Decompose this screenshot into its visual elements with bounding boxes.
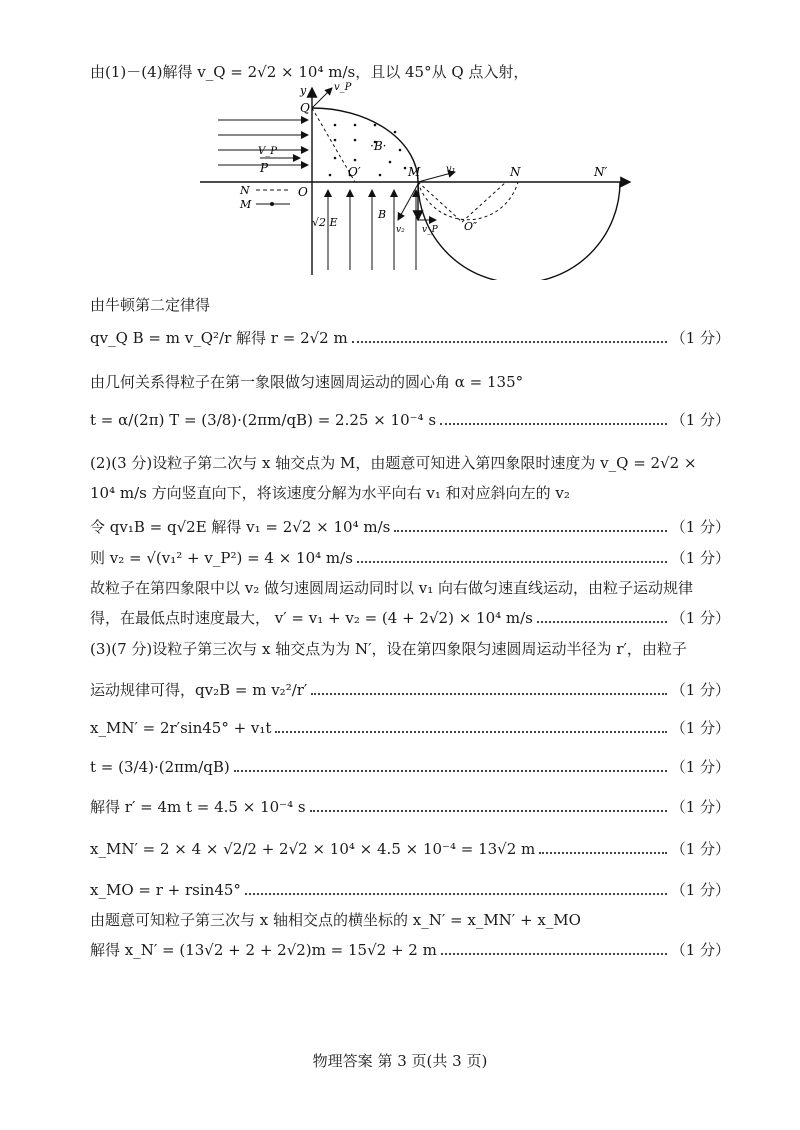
leader-dots (537, 620, 667, 623)
label-v2: v₂ (396, 225, 405, 235)
line-text: x_MN′ = 2r′sin45° + v₁t (90, 719, 272, 737)
line-4 (90, 453, 730, 473)
line-text: 解得 x_N′ = (13√2 + 2 + 2√2)m = 15√2 + 2 m (90, 941, 437, 959)
line-2 (90, 372, 730, 392)
line-text: 由几何关系得粒子在第一象限做匀速圆周运动的圆心角 α = 135° (90, 373, 524, 391)
label-vp-top: v_P (334, 82, 352, 93)
label-o-dprime: O″ (464, 220, 478, 233)
line-text: 令 qv₁B = q√2E 解得 v₁ = 2√2 × 10⁴ m/s (90, 518, 391, 536)
leader-dots (539, 851, 666, 854)
label-o-prime: O′ (348, 165, 361, 179)
line-text: t = (3/4)·(2πm/qB) (90, 758, 230, 776)
physics-diagram (200, 80, 640, 280)
line-text: (3)(7 分)设粒子第三次与 x 轴交点为为 N′，设在第四象限匀速圆周运动半径为 r′，由粒子 (90, 640, 687, 658)
leader-dots (352, 340, 667, 343)
label-p: P (260, 161, 269, 175)
line-6 (90, 517, 730, 537)
line-text: 则 v₂ = √(v₁² + v_P²) = 4 × 10⁴ m/s (90, 549, 353, 567)
intro-text: 由(1)－(4)解得 v_Q = 2√2 × 10⁴ m/s，且以 45°从 Q 点入射， (90, 63, 529, 81)
line-text: t = α/(2π) T = (3/8)·(2πm/qB) = 2.25 × 10⁻⁴ s (90, 411, 437, 429)
label-vp-left: V_P (258, 146, 277, 157)
line-3 (90, 410, 730, 430)
line-text: qv_Q B = m v_Q²/r 解得 r = 2√2 m (90, 329, 348, 347)
line-text: 得，在最低点时速度最大， v′ = v₁ + v₂ = (4 + 2√2) × 10⁴ m/s (90, 609, 533, 627)
line-text: 10⁴ m/s 方向竖直向下，将该速度分解为水平向右 v₁ 和对应斜向左的 v₂ (90, 484, 570, 502)
leader-dots (245, 892, 667, 895)
score: （1 分） (670, 881, 730, 899)
line-8 (90, 578, 730, 598)
leader-dots (275, 730, 666, 733)
line-0 (90, 295, 730, 315)
line-text: 由牛顿第二定律得 (90, 296, 211, 314)
score: （1 分） (670, 798, 730, 816)
line-5 (90, 483, 730, 503)
leader-dots (441, 952, 667, 955)
leader-dots (311, 692, 666, 695)
intro-line (90, 62, 730, 82)
label-b-lower: B (378, 208, 387, 221)
line-15 (90, 839, 730, 859)
upper-arc (312, 108, 418, 182)
score: （1 分） (670, 549, 730, 567)
score: （1 分） (670, 681, 730, 699)
label-e: √2 E (312, 216, 338, 229)
label-q: Q (300, 101, 310, 115)
score: （1 分） (670, 609, 730, 627)
line-7 (90, 548, 730, 568)
line-9 (90, 608, 730, 628)
line-12 (90, 718, 730, 738)
line-13 (90, 757, 730, 777)
line-18 (90, 940, 730, 960)
line-text: 由题意可知粒子第三次与 x 轴相交点的横坐标的 x_N′ = x_MN′ + x_MO (90, 911, 581, 929)
line-10 (90, 639, 730, 659)
score: （1 分） (670, 411, 730, 429)
label-y: y (300, 84, 307, 97)
lower-arc-dashed (418, 182, 518, 220)
label-n-prime: N′ (594, 165, 608, 179)
label-vp-low: v_P (422, 225, 438, 235)
line-text: 运动规律可得，qv₂B = m v₂²/r′ (90, 681, 308, 699)
line-16 (90, 880, 730, 900)
score: （1 分） (670, 719, 730, 737)
line-text: x_MN′ = 2 × 4 × √2/2 + 2√2 × 10⁴ × 4.5 × 10⁻⁴ = 13√2 m (90, 840, 536, 858)
label-o: O (298, 185, 308, 199)
leader-dots (394, 529, 666, 532)
line-text: 故粒子在第四象限中以 v₂ 做匀速圆周运动同时以 v₁ 向右做匀速直线运动，由粒子运动规律 (90, 579, 694, 597)
leader-dots (234, 769, 667, 772)
line-14 (90, 797, 730, 817)
score: （1 分） (670, 840, 730, 858)
b-field-dots (329, 124, 407, 177)
label-n-left: N (240, 184, 250, 197)
leader-dots (357, 560, 667, 563)
line-1 (90, 328, 730, 348)
leader-dots (310, 809, 667, 812)
label-m-axis: M (408, 165, 421, 179)
score: （1 分） (670, 518, 730, 536)
label-b-upper: ·B· (370, 139, 387, 153)
score: （1 分） (670, 758, 730, 776)
score: （1 分） (670, 329, 730, 347)
line-17 (90, 910, 730, 930)
line-text: 解得 r′ = 4m t = 4.5 × 10⁻⁴ s (90, 798, 306, 816)
label-v1: v₁ (446, 164, 456, 175)
score: （1 分） (670, 941, 730, 959)
label-m-left: M (240, 198, 252, 211)
line-11 (90, 680, 730, 700)
label-n-axis: N (510, 165, 521, 179)
line-text: x_MO = r + rsin45° (90, 881, 241, 899)
leader-dots (440, 422, 667, 425)
line-text: (2)(3 分)设粒子第二次与 x 轴交点为 M，由题意可知进入第四象限时速度为 v_Q = 2√2 × (90, 454, 697, 472)
lower-arc-solid (418, 182, 620, 280)
page-footer: 物理答案 第 3 页(共 3 页) (312, 1052, 488, 1070)
